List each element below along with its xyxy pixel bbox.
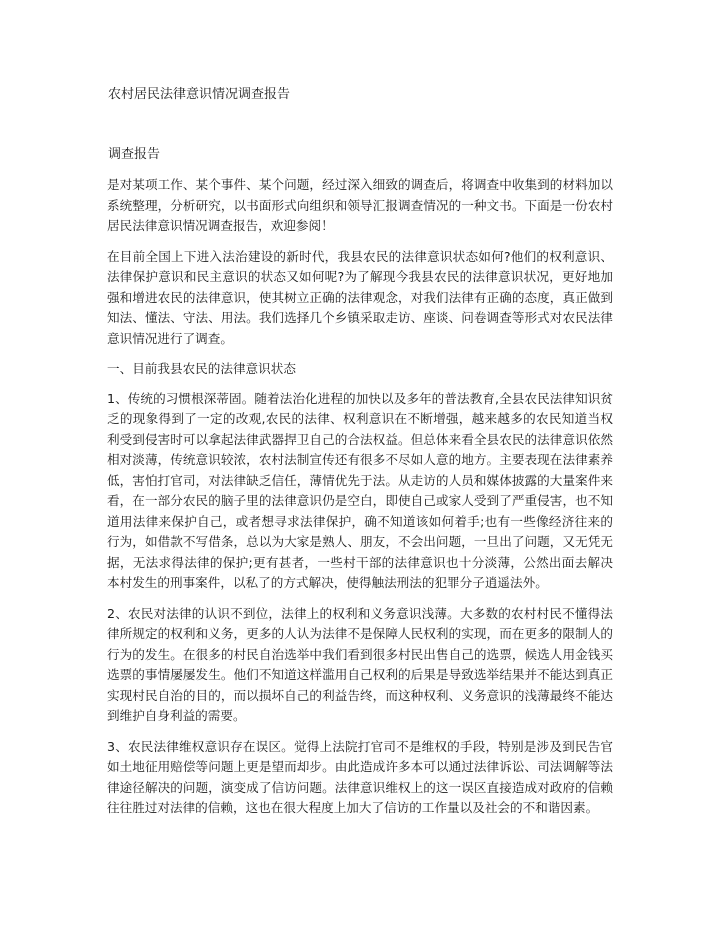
point-1-paragraph: 1、传统的习惯根深蒂固。随着法治化进程的加快以及多年的普法教育,全县农民法律知识贫乏的现象得到了一定的改观,农民的法律、权利意识在不断增强，越来越多的农民知道当权利受到侵害时可以拿起法律武器捍卫自己的合法权益。但总体来看全县农民的法律意识依然相对淡薄，传统意识较浓，农村法制宣传还有很多不尽如人意的地方。主要表现在法律素养低，害怕打官司，对法律缺乏信任，薄情优先于法。从走访的人员和媒体披露的大量案件来看，在一部分农民的脑子里的法律意识仍是空白，即使自己或家人受到了严重侵害，也不知道用法律来保护自己，或者想寻求法律保护，确不知道该如何着手;也有一些像经济往来的行为，如借款不写借条，总以为大家是熟人、朋友，不会出问题，一旦出了问题，又无凭无据，无法求得法律的保护;更有甚者，一些村干部的法律意识也十分淡薄，公然出面去解决本村发生的刑事案件，以私了的方式解决，使得触法刑法的犯罪分子逍遥法外。	[107, 390, 613, 590]
section-heading: 调查报告	[108, 147, 161, 162]
background-paragraph: 在目前全国上下进入法治建设的新时代，我县农民的法律意识状态如何?他们的权利意识、法律保护意识和民主意识的状态又如何呢?为了解现今我县农民的法律意识状况，更好地加强和增进农民的法律意识，使其树立正确的法律观念，对我们法律有正确的态度，真正做到知法、懂法、守法、用法。我们选择几个乡镇采取走访、座谈、问卷调查等形式对农民法律意识情况进行了调查。	[107, 248, 613, 346]
subsection-heading: 一、目前我县农民的法律意识状态	[107, 361, 296, 376]
intro-paragraph: 是对某项工作、某个事件、某个问题，经过深入细致的调查后，将调查中收集到的材料加以系统整理，分析研究，以书面形式向组织和领导汇报调查情况的一种文书。下面是一份农村居民法律意识情况调查报告，欢迎参阅！	[107, 177, 613, 233]
document-title: 农村居民法律意识情况调查报告	[108, 87, 291, 102]
point-3-paragraph: 3、农民法律维权意识存在误区。觉得上法院打官司不是维权的手段，特别是涉及到民告官如土地征用赔偿等问题上更是望而却步。由此造成许多本可以通过法律诉讼、司法调解等法律途径解决的问题，演变成了信访问题。法律意识维权上的这一误区直接造成对政府的信赖往往胜过对法律的信赖，这也在很大程度上加大了信访的工作量以及社会的不和谐因素。	[107, 738, 613, 815]
document-body	[107, 175, 613, 829]
point-2-paragraph: 2、农民对法律的认识不到位，法律上的权利和义务意识浅薄。大多数的农村村民不懂得法律所规定的权利和义务，更多的人认为法律不是保障人民权利的实现，而在更多的限制人的行为的发生。在很多的村民自治选举中我们看到很多村民出售自己的选票，候选人用金钱买选票的事情屡屡发生。他们不知道这样滥用自己权利的后果是导致选举结果并不能达到真正实现村民自治的目的，而以损坏自己的利益告终，而这种权利、义务意识的浅薄最终不能达到维护自身利益的需要。	[107, 605, 613, 723]
